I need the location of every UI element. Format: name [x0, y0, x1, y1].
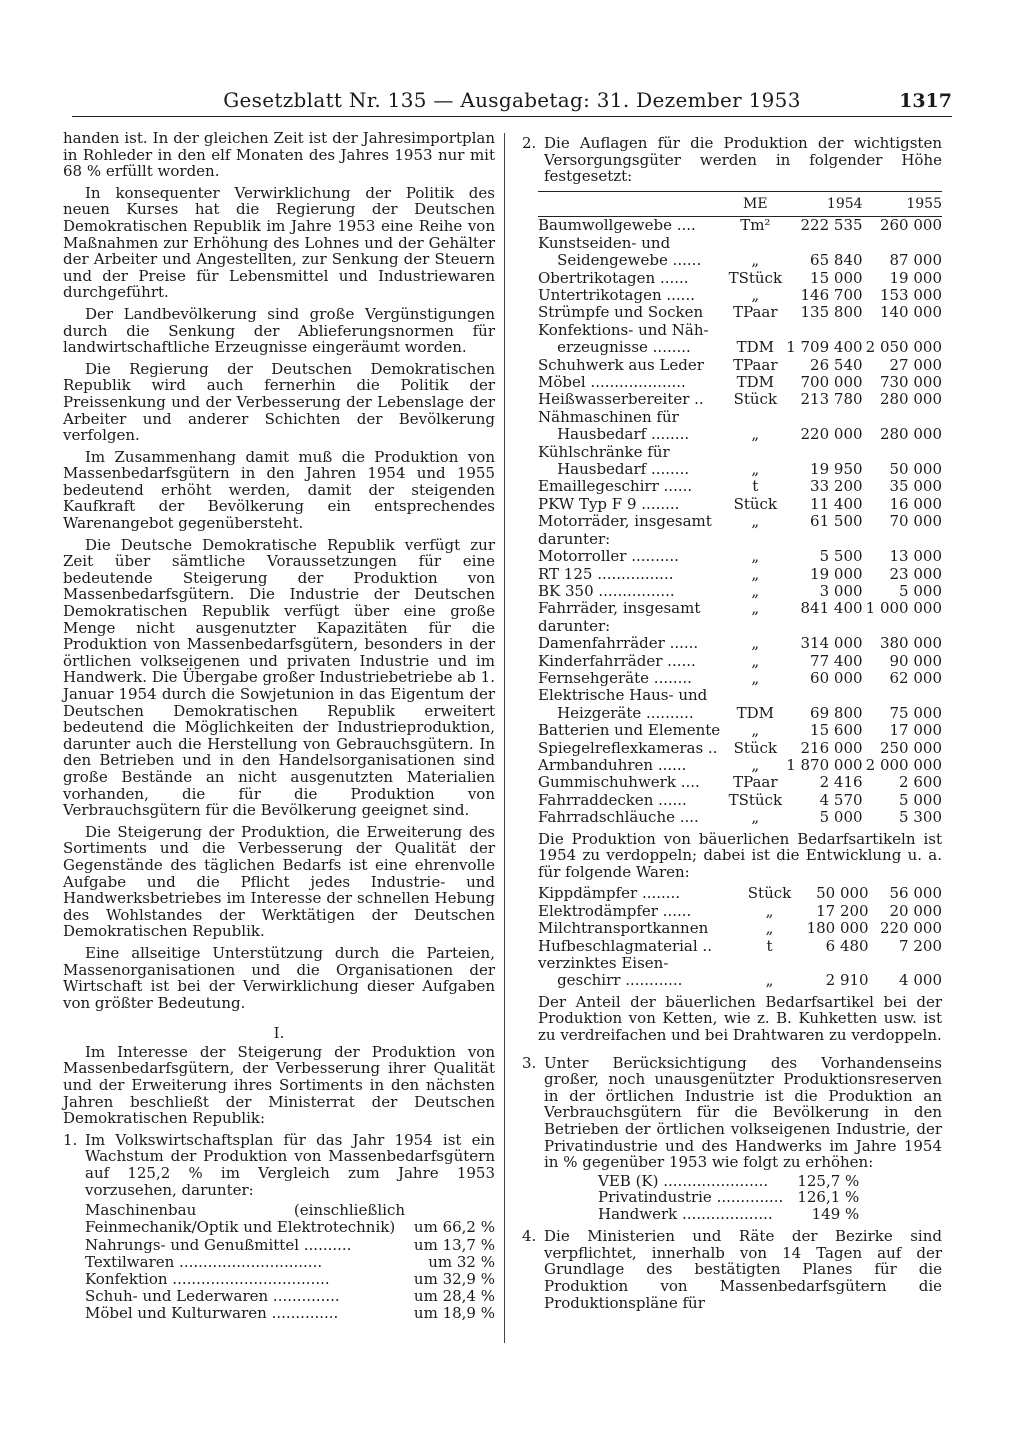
- table-row: [538, 653, 942, 670]
- paragraph: handen ist. In der gleichen Zeit ist der Jahresimportplan in Rohleder in den elf Monaten des Jahres 1953 nur mit 68 % erfüllt worden.: [63, 129, 495, 181]
- cell-1954: 4 570: [819, 790, 863, 809]
- cell-name: BK 350 ................: [538, 581, 675, 600]
- cell-name: Damenfahrräder ......: [538, 634, 699, 653]
- cell-name: Emaillegeschirr ......: [538, 477, 693, 496]
- row-value: um 18,9 %: [413, 1304, 495, 1323]
- table-row: [85, 1271, 495, 1288]
- right-column: [522, 135, 942, 1317]
- row-label: Möbel und Kulturwaren ..............: [85, 1304, 339, 1323]
- table-row: [538, 955, 942, 972]
- cell-name: Fernsehgeräte ........: [538, 668, 692, 687]
- table-row: [538, 722, 942, 739]
- cell-unit: TPaar: [733, 773, 778, 792]
- cell-name: Elektrische Haus- und: [538, 686, 708, 705]
- cell-1954: 15 600: [810, 721, 863, 740]
- cell-name: Gummischuhwerk ....: [538, 773, 700, 792]
- row-label: Textilwaren ..............................: [85, 1252, 323, 1271]
- table-row: [538, 687, 942, 704]
- cell-1955: [869, 955, 942, 972]
- cell-1954: 841 400: [800, 599, 863, 618]
- cell-name: Kinderfahrräder ......: [538, 651, 696, 670]
- cell-1955: 87 000: [889, 251, 942, 270]
- cell-1954: 222 535: [800, 216, 863, 235]
- table-row: [538, 478, 942, 495]
- header-1954: 1954: [783, 191, 862, 217]
- cell-1954: 180 000: [806, 919, 869, 938]
- cell-1954: 61 500: [810, 512, 863, 531]
- farm-goods-table-body: [538, 885, 942, 989]
- cell-1954: 77 400: [810, 651, 863, 670]
- cell-1954: 60 000: [810, 668, 863, 687]
- row-label: Privatindustrie ..............: [598, 1188, 784, 1207]
- cell-1955: 2 050 000: [865, 338, 942, 357]
- cell-unit: TStück: [728, 268, 783, 287]
- cell-unit: Stück: [747, 884, 792, 903]
- table-row: [538, 774, 942, 791]
- cell-1955: [863, 618, 942, 635]
- cell-1955: 5 000: [899, 581, 942, 600]
- cell-unit: „: [751, 581, 760, 600]
- cell-1954: [783, 409, 862, 426]
- section-heading: I.: [273, 1024, 285, 1043]
- cell-name: Heizgeräte ..........: [538, 703, 694, 722]
- cell-unit: TPaar: [733, 303, 778, 322]
- cell-1955: 19 000: [889, 268, 942, 287]
- cell-unit: „: [751, 808, 760, 827]
- cell-1954: 19 000: [810, 564, 863, 583]
- cell-1954: 50 000: [816, 884, 869, 903]
- cell-name: Motorräder, insgesamt: [538, 512, 712, 531]
- table-row: [598, 1189, 859, 1206]
- cell-1955: 23 000: [889, 564, 942, 583]
- table-row: [538, 235, 942, 252]
- growth-table: [85, 1202, 495, 1322]
- table-row: [85, 1237, 495, 1254]
- cell-unit: TDM: [736, 338, 774, 357]
- cell-name: darunter:: [538, 616, 611, 635]
- cell-name: Heißwasserbereiter ..: [538, 390, 704, 409]
- cell-1954: 6 480: [825, 936, 869, 955]
- table-row: [598, 1173, 859, 1190]
- header-unit: ME: [728, 191, 784, 217]
- cell-1954: 11 400: [810, 494, 863, 513]
- table-row: [538, 322, 942, 339]
- cell-unit: [728, 322, 784, 339]
- header-name: [538, 191, 728, 217]
- cell-name: PKW Typ F 9 ........: [538, 494, 680, 513]
- cell-1955: 50 000: [889, 460, 942, 479]
- cell-unit: „: [751, 721, 760, 740]
- table-row: [538, 339, 942, 356]
- table-row: [538, 885, 942, 902]
- row-value: 149 %: [811, 1204, 860, 1223]
- cell-name: Seidengewebe ......: [538, 251, 702, 270]
- table-row: [538, 217, 942, 235]
- cell-1954: [783, 322, 862, 339]
- cell-1955: 1 000 000: [865, 599, 942, 618]
- cell-1955: 62 000: [889, 668, 942, 687]
- cell-name: darunter:: [538, 529, 611, 548]
- cell-1954: 5 000: [819, 808, 863, 827]
- page-title: Gesetzblatt Nr. 135 — Ausgabetag: 31. Dezember 1953: [223, 88, 801, 112]
- item-text: Im Volkswirtschaftsplan für das Jahr 1954 ist ein Wachstum der Produktion von Massenbedarfsgütern auf 125,2 % im Vergleich zum Jahre 1953 vorzusehen, darunter:: [85, 1130, 495, 1199]
- production-table: [538, 191, 942, 827]
- cell-1955: 56 000: [889, 884, 942, 903]
- paragraph: Eine allseitige Unterstützung durch die Parteien, Massenorganisationen und die Organisationen der Wirtschaft ist bei der Verwirklichung dieser Aufgaben von größter Bedeutung.: [63, 943, 495, 1012]
- cell-name: Kunstseiden- und: [538, 233, 671, 252]
- cell-1955: [863, 531, 942, 548]
- table-row: [538, 304, 942, 321]
- row-value: um 28,4 %: [413, 1287, 495, 1306]
- cell-unit: TDM: [736, 373, 774, 392]
- row-label: Konfektion .................................: [85, 1270, 330, 1289]
- item-number: 4.: [522, 1227, 537, 1246]
- cell-1954: 2 416: [819, 773, 863, 792]
- cell-1954: 220 000: [800, 425, 863, 444]
- item-number: 1.: [63, 1130, 78, 1149]
- table-row: [598, 1206, 859, 1223]
- cell-name: Untertrikotagen ......: [538, 286, 695, 304]
- cell-name: Hausbedarf ........: [538, 460, 690, 479]
- cell-1954: 216 000: [800, 738, 863, 757]
- paragraph: Die Steigerung der Produktion, die Erweiterung des Sortiments und die Verbesserung der Qualität der Gegenstände des täglichen Bedarfs ist eine ehrenvolle Aufgabe und die Pflicht jedes Industrie- und Handwerksbetriebes im Interesse der schnellen Hebung des Wohlstandes der Werktätigen der Deutschen Demokratischen Republik.: [63, 822, 495, 941]
- row-label: VEB (K) ......................: [598, 1171, 769, 1190]
- column-divider: [504, 133, 505, 1343]
- table-row: [538, 705, 942, 722]
- cell-1954: [783, 444, 862, 461]
- cell-name: Kühlschränke für: [538, 442, 670, 461]
- table-row: [538, 583, 942, 600]
- cell-1955: 75 000: [889, 703, 942, 722]
- cell-unit: „: [751, 755, 760, 774]
- cell-unit: „: [765, 901, 774, 920]
- cell-unit: [728, 409, 784, 426]
- cell-name: erzeugnisse ........: [538, 338, 691, 357]
- cell-1955: 70 000: [889, 512, 942, 531]
- table-row: [538, 740, 942, 757]
- percent-table: [598, 1173, 859, 1223]
- header-1955: 1955: [863, 191, 942, 217]
- cell-name: Fahrradschläuche ....: [538, 808, 699, 827]
- table-row: [85, 1202, 495, 1236]
- cell-name: Fahrräder, insgesamt: [538, 599, 701, 618]
- closing-paragraph: Der Anteil der bäuerlichen Bedarfsartikel bei der Produktion von Ketten, wie z. B. Kuhketten usw. ist zu verdreifachen und bei Drahtwaren zu verdoppeln.: [538, 992, 942, 1044]
- paragraph: In konsequenter Verwirklichung der Politik des neuen Kurses hat die Regierung der Deutschen Demokratischen Republik im Jahre 1953 eine Reihe von Maßnahmen zur Erhöhung des Lohnes und der Gehälter der Arbeiter und Angestellten, zur Senkung der Steuern und der Preise für Lebensmittel und Industriewaren durchgeführt.: [63, 183, 495, 302]
- cell-1955: 730 000: [879, 373, 942, 392]
- cell-unit: TPaar: [733, 355, 778, 374]
- table-header-row: [538, 191, 942, 217]
- cell-1954: [795, 955, 868, 972]
- item-text: Unter Berücksichtigung des Vorhandenseins großer, noch unausgenützter Produktionsreserven in der örtlichen Industrie ist die Produktion an Verbrauchsgütern für die Bevölkerung in den Betrieben der örtlichen volkseigenen Industrie, der Privatindustrie und des Handwerks im Jahre 1954 in % gegenüber 1953 wie folgt zu erhöhen:: [544, 1053, 942, 1172]
- row-value: um 32 %: [428, 1252, 495, 1271]
- cell-unit: „: [751, 651, 760, 670]
- table-row: [538, 903, 942, 920]
- cell-name: Nähmaschinen für: [538, 407, 679, 426]
- cell-unit: „: [765, 971, 774, 990]
- cell-name: Spiegelreflexkameras ..: [538, 738, 718, 757]
- table-row: [538, 600, 942, 617]
- section-intro: Im Interesse der Steigerung der Produktion von Massenbedarfsgütern, der Verbesserung ihrer Qualität und der Erweiterung ihres Sortiments in den nächsten Jahren beschließt der Ministerrat der Deutschen Demokratischen Republik:: [63, 1042, 495, 1128]
- list-item-4: [522, 1228, 942, 1311]
- cell-unit: „: [751, 547, 760, 566]
- table-row: [538, 920, 942, 937]
- cell-1955: 5 000: [899, 790, 942, 809]
- cell-1954: 314 000: [800, 634, 863, 653]
- cell-1955: 4 000: [899, 971, 942, 990]
- cell-name: Strümpfe und Socken: [538, 303, 704, 322]
- cell-unit: [728, 444, 784, 461]
- cell-name: Baumwollgewebe ....: [538, 216, 696, 235]
- cell-unit: „: [751, 251, 760, 270]
- cell-1954: 15 000: [810, 268, 863, 287]
- cell-1954: [783, 618, 862, 635]
- item-number: 2.: [522, 134, 537, 152]
- cell-1954: [783, 531, 862, 548]
- cell-1955: 35 000: [889, 477, 942, 496]
- list-item-1: [63, 1132, 495, 1323]
- cell-1954: 135 800: [800, 303, 863, 322]
- cell-1954: 19 950: [810, 460, 863, 479]
- cell-unit: „: [751, 564, 760, 583]
- cell-1955: [863, 322, 942, 339]
- cell-unit: „: [751, 460, 760, 479]
- page-header: [72, 88, 952, 120]
- cell-unit: Tm²: [740, 216, 771, 235]
- cell-name: Schuhwerk aus Leder: [538, 355, 704, 374]
- table-row: [538, 461, 942, 478]
- cell-unit: „: [765, 919, 774, 938]
- cell-name: verzinktes Eisen-: [538, 954, 669, 972]
- cell-1955: [863, 687, 942, 704]
- row-label: Nahrungs- und Genußmittel ..........: [85, 1235, 352, 1254]
- table-row: [538, 618, 942, 635]
- header-rule: [72, 116, 952, 117]
- row-label: Maschinenbau (einschließlich Feinmechanik/Optik und Elektrotechnik): [85, 1201, 405, 1237]
- cell-1955: 220 000: [879, 919, 942, 938]
- production-table-body: [538, 217, 942, 827]
- cell-name: RT 125 ................: [538, 564, 674, 583]
- farm-goods-table: [538, 885, 942, 989]
- cell-unit: TDM: [736, 703, 774, 722]
- paragraph: Die Regierung der Deutschen Demokratischen Republik wird auch fernerhin die Politik der Preissenkung und der Verbesserung der Lebenslage der Arbeiter und anderer Schichten der Bevölkerung verfolgen.: [63, 359, 495, 445]
- cell-name: Obertrikotagen ......: [538, 268, 689, 287]
- table-row: [538, 357, 942, 374]
- table-row: [538, 972, 942, 989]
- list-item-3: [522, 1055, 942, 1223]
- cell-1954: 1 870 000: [786, 755, 863, 774]
- cell-unit: „: [751, 668, 760, 687]
- cell-name: Elektrodämpfer ......: [538, 901, 692, 920]
- cell-unit: t: [766, 936, 773, 955]
- item-number: 3.: [522, 1053, 537, 1072]
- table-row: [538, 566, 942, 583]
- cell-unit: „: [751, 286, 760, 304]
- cell-name: Milchtransportkannen: [538, 919, 709, 938]
- cell-1955: 2 000 000: [865, 755, 942, 774]
- table-row: [538, 426, 942, 443]
- cell-1955: 27 000: [889, 355, 942, 374]
- row-value: um 66,2 %: [413, 1218, 495, 1237]
- table-row: [538, 270, 942, 287]
- table-row: [538, 444, 942, 461]
- table-row: [85, 1288, 495, 1305]
- table-row: [538, 938, 942, 955]
- table-row: [538, 287, 942, 304]
- cell-1955: 20 000: [889, 901, 942, 920]
- cell-unit: [744, 955, 795, 972]
- cell-1955: 90 000: [889, 651, 942, 670]
- cell-name: geschirr ............: [538, 971, 683, 990]
- table-row: [538, 513, 942, 530]
- cell-name: Batterien und Elemente: [538, 721, 721, 740]
- cell-1954: 1 709 400: [786, 338, 863, 357]
- cell-1955: [863, 235, 942, 252]
- cell-1955: 7 200: [899, 936, 942, 955]
- cell-unit: „: [751, 599, 760, 618]
- cell-1955: 380 000: [879, 634, 942, 653]
- cell-1955: 5 300: [899, 808, 942, 827]
- paragraph: Die Deutsche Demokratische Republik verfügt zur Zeit über sämtliche Voraussetzungen für eine bedeutende Steigerung der Produktion von Massenbedarfsgütern. Die Industrie der Deutschen Demokratischen Republik verfügt über eine große Menge nicht ausgenutzter Kapazitäten für die Produktion von Massenbedarfsgütern, besonders in der örtlichen volkseigenen und privaten Industrie und im Handwerk. Die Übergabe großer Industriebetriebe ab 1. Januar 1954 durch die Sowjetunion in das Eigentum der Deutschen Demokratischen Republik erweitert bedeutend die Möglichkeiten der Industrieproduktion, darunter auch die Herstellung von Gebrauchsgütern. In den Betrieben und in den Handelsorganisationen sind große Bestände an nicht ausgenutzten Materialien vorhanden, die für die Produktion von Verbrauchsgütern für die Bevölkerung geeignet sind.: [63, 535, 495, 820]
- row-value: 125,7 %: [797, 1171, 860, 1190]
- cell-1955: [863, 409, 942, 426]
- cell-1955: 280 000: [879, 425, 942, 444]
- cell-1955: 2 600: [899, 773, 942, 792]
- row-value: um 13,7 %: [413, 1235, 495, 1254]
- paragraph: Im Zusammenhang damit muß die Produktion von Massenbedarfsgütern in den Jahren 1954 und 1955 bedeutend erhöht werden, damit der steigenden Kaufkraft der Bevölkerung ein entsprechendes Warenangebot gegenübersteht.: [63, 447, 495, 533]
- cell-1954: 5 500: [819, 547, 863, 566]
- cell-1954: 213 780: [800, 390, 863, 409]
- cell-1955: 280 000: [879, 390, 942, 409]
- cell-1955: 153 000: [879, 286, 942, 304]
- list-item-2: [522, 135, 942, 185]
- table-row: [538, 548, 942, 565]
- cell-1954: 146 700: [800, 286, 863, 304]
- paragraph: Der Landbevölkerung sind große Vergünstigungen durch die Senkung der Ablieferungsnormen für landwirtschaftliche Erzeugnisse eingeräumt worden.: [63, 304, 495, 357]
- cell-name: Motorroller ..........: [538, 547, 679, 566]
- cell-1955: 17 000: [889, 721, 942, 740]
- cell-unit: [728, 618, 784, 635]
- cell-1954: [783, 687, 862, 704]
- cell-name: Fahrraddecken ......: [538, 790, 687, 809]
- table-row: [538, 409, 942, 426]
- cell-1954: 65 840: [810, 251, 863, 270]
- cell-unit: „: [751, 425, 760, 444]
- cell-unit: [728, 531, 784, 548]
- cell-1954: 26 540: [810, 355, 863, 374]
- cell-name: Möbel ....................: [538, 373, 686, 392]
- table-row: [538, 374, 942, 391]
- table-row: [85, 1305, 495, 1322]
- cell-name: Hausbedarf ........: [538, 425, 690, 444]
- cell-1954: [783, 235, 862, 252]
- page-number: 1317: [899, 90, 952, 112]
- table-row: [538, 809, 942, 826]
- cell-1955: 16 000: [889, 494, 942, 513]
- cell-1954: 33 200: [810, 477, 863, 496]
- cell-unit: „: [751, 634, 760, 653]
- cell-1955: 250 000: [879, 738, 942, 757]
- table-row: [538, 391, 942, 408]
- cell-unit: [728, 235, 784, 252]
- cell-unit: Stück: [733, 390, 778, 409]
- cell-1954: 3 000: [819, 581, 863, 600]
- cell-1955: 260 000: [879, 216, 942, 235]
- cell-1954: 69 800: [810, 703, 863, 722]
- left-column: [63, 130, 495, 1329]
- table-row: [538, 757, 942, 774]
- cell-name: Hufbeschlagmaterial ..: [538, 936, 712, 955]
- cell-unit: „: [751, 512, 760, 531]
- cell-name: Konfektions- und Näh-: [538, 320, 709, 339]
- row-label: Schuh- und Lederwaren ..............: [85, 1287, 340, 1306]
- item-text: Die Ministerien und Räte der Bezirke sind verpflichtet, innerhalb von 14 Tagen auf der Grundlage des bestätigten Planes für die Produktion von Massenbedarfsgütern die Produktionspläne für: [544, 1227, 942, 1312]
- table-row: [538, 252, 942, 269]
- cell-1955: [863, 444, 942, 461]
- table-row: [538, 670, 942, 687]
- row-label: Handwerk ...................: [598, 1204, 773, 1223]
- cell-unit: [728, 687, 784, 704]
- cell-unit: Stück: [733, 494, 778, 513]
- middle-paragraph: Die Produktion von bäuerlichen Bedarfsartikeln ist 1954 zu verdoppeln; dabei ist die Entwicklung u. a. für folgende Waren:: [538, 829, 942, 881]
- cell-1954: 700 000: [800, 373, 863, 392]
- cell-name: Armbanduhren ......: [538, 755, 687, 774]
- cell-unit: t: [752, 477, 759, 496]
- table-row: [538, 792, 942, 809]
- table-row: [85, 1254, 495, 1271]
- table-row: [538, 531, 942, 548]
- table-row: [538, 635, 942, 652]
- row-value: 126,1 %: [797, 1188, 860, 1207]
- cell-unit: Stück: [733, 738, 778, 757]
- row-value: um 32,9 %: [413, 1270, 495, 1289]
- cell-1954: 17 200: [816, 901, 869, 920]
- cell-1955: 140 000: [879, 303, 942, 322]
- cell-unit: TStück: [728, 790, 783, 809]
- cell-1955: 13 000: [889, 547, 942, 566]
- cell-name: Kippdämpfer ........: [538, 884, 681, 903]
- cell-1954: 2 910: [825, 971, 869, 990]
- table-row: [538, 496, 942, 513]
- item-text: Die Auflagen für die Produktion der wichtigsten Versorgungsgüter werden in folgender Höhe festgesetzt:: [544, 134, 942, 186]
